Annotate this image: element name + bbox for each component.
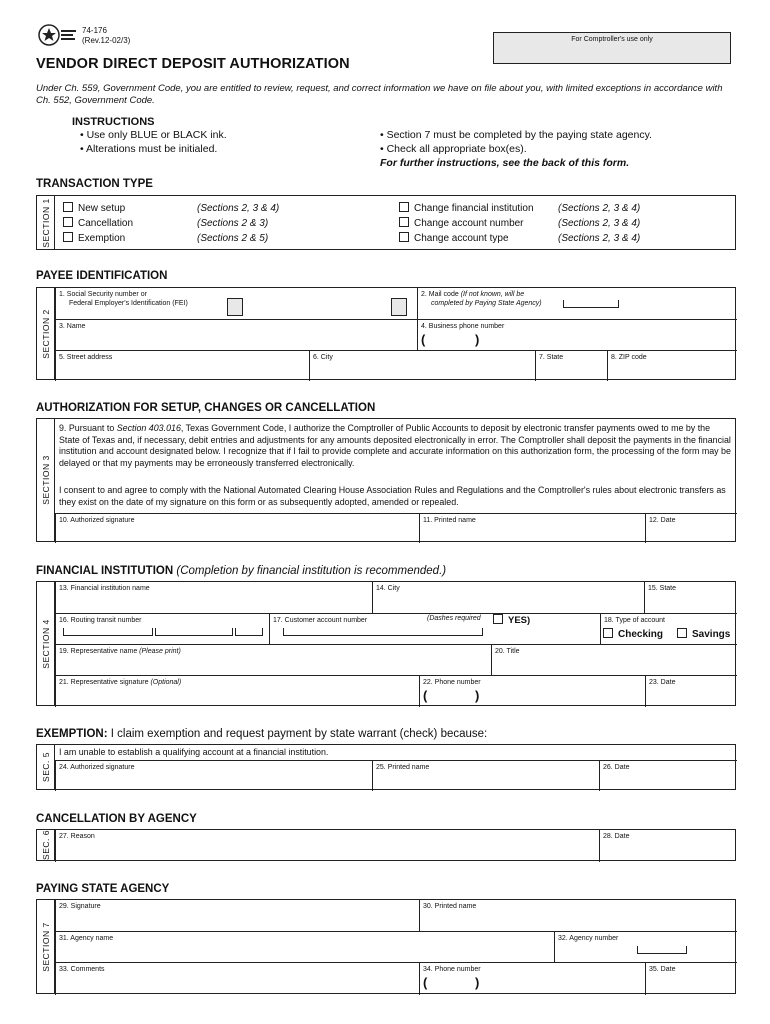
rep-signature-label: 21. Representative signature bbox=[59, 679, 149, 686]
fi-phone-area-close: ) bbox=[475, 688, 480, 703]
para1-start: 9. Pursuant to bbox=[59, 423, 115, 433]
business-phone-field[interactable] bbox=[417, 319, 737, 350]
section4-heading-text: FINANCIAL INSTITUTION bbox=[36, 565, 174, 577]
option-cancellation[interactable] bbox=[63, 217, 133, 231]
section3-tab-label: SECTION 3 bbox=[40, 455, 51, 505]
section7-paying-agency bbox=[36, 899, 736, 994]
account-number-label: 17. Customer account number bbox=[273, 617, 368, 624]
change-account-number-label: Change account number bbox=[414, 218, 524, 229]
mail-code-entry[interactable] bbox=[563, 300, 619, 308]
form-revision: (Rev.12-02/3) bbox=[82, 36, 131, 45]
exemption-heading-text: I claim exemption and request payment by state warrant (check) because: bbox=[110, 728, 488, 740]
instruction-section7: • Section 7 must be completed by the paying state agency. bbox=[380, 129, 652, 141]
instructions-right bbox=[380, 128, 652, 170]
section6-heading: CANCELLATION BY AGENCY bbox=[36, 813, 197, 825]
section6-cancellation bbox=[36, 829, 736, 861]
authorized-signature-label: 10. Authorized signature bbox=[59, 517, 135, 524]
savings-checkbox[interactable] bbox=[677, 628, 687, 638]
change-institution-checkbox[interactable] bbox=[399, 202, 409, 212]
section7-tab-label: SECTION 7 bbox=[40, 921, 51, 972]
change-account-number-checkbox[interactable] bbox=[399, 217, 409, 227]
section2-tab-label: SECTION 2 bbox=[40, 308, 51, 359]
street-address-field[interactable] bbox=[55, 350, 309, 381]
printed-name-field[interactable] bbox=[419, 513, 645, 543]
section1-tab bbox=[37, 196, 55, 249]
change-institution-sections: (Sections 2, 3 & 4) bbox=[558, 203, 641, 214]
intro-text: Under Ch. 559, Government Code, you are entitled to review, request, and correct information we have on file about you, with limited exceptions in accordance with Ch. 552, Government Code. bbox=[36, 83, 723, 106]
dashes-required bbox=[427, 615, 481, 622]
account-number-entry[interactable] bbox=[283, 628, 483, 636]
rep-signature-field[interactable] bbox=[55, 675, 419, 707]
agency-date-field[interactable] bbox=[645, 962, 737, 995]
section6-tab bbox=[37, 830, 55, 860]
routing-entry-3[interactable] bbox=[235, 628, 263, 636]
agency-phone-field[interactable] bbox=[419, 962, 645, 995]
fi-city-field[interactable] bbox=[372, 582, 644, 613]
exemption-sections: (Sections 2 & 5) bbox=[197, 233, 269, 244]
zip-label: 8. ZIP code bbox=[611, 354, 647, 361]
option-change-institution[interactable] bbox=[399, 202, 534, 216]
ssn-check-box-1 bbox=[227, 298, 243, 316]
option-change-account-number[interactable] bbox=[399, 217, 524, 231]
fi-date-label: 23. Date bbox=[649, 679, 676, 686]
agency-name-label: 31. Agency name bbox=[59, 935, 114, 942]
section4-tab bbox=[37, 582, 55, 705]
mail-code-note-2: completed by Paying State Agency) bbox=[431, 300, 542, 307]
section2-payee-identification bbox=[36, 287, 736, 380]
option-new-setup[interactable] bbox=[63, 202, 125, 216]
exemption-printed-name-label: 25. Printed name bbox=[376, 764, 430, 771]
business-phone-label: 4. Business phone number bbox=[421, 323, 505, 330]
option-exemption[interactable] bbox=[63, 232, 125, 246]
section4-heading-note: (Completion by financial institution is recommended.) bbox=[176, 565, 447, 577]
change-account-type-sections: (Sections 2, 3 & 4) bbox=[558, 233, 641, 244]
rep-signature-note: (Optional) bbox=[150, 679, 182, 686]
instruction-further: For further instructions, see the back of this form. bbox=[380, 157, 630, 169]
section6-tab-label: SEC. 6 bbox=[40, 830, 51, 860]
mail-code-label: 2. Mail code bbox=[421, 291, 459, 298]
fi-state-label: 15. State bbox=[648, 585, 677, 592]
comptroller-use-label: For Comptroller's use only bbox=[571, 36, 653, 43]
city-field[interactable] bbox=[309, 350, 535, 381]
option-change-account-type[interactable] bbox=[399, 232, 509, 246]
new-setup-checkbox[interactable] bbox=[63, 202, 73, 212]
cancellation-sections: (Sections 2 & 3) bbox=[197, 218, 269, 229]
reason-field[interactable] bbox=[55, 830, 599, 862]
agency-printed-name-label: 30. Printed name bbox=[423, 903, 477, 910]
instructions-left bbox=[80, 128, 227, 156]
section1-tab-label: SECTION 1 bbox=[40, 197, 51, 248]
rep-name-field[interactable] bbox=[55, 644, 491, 675]
ssn-check-box-2 bbox=[391, 298, 407, 316]
agency-signature-field[interactable] bbox=[55, 900, 419, 931]
fi-date-field[interactable] bbox=[645, 675, 737, 707]
comments-label: 33. Comments bbox=[59, 966, 105, 973]
agency-phone-label: 34. Phone number bbox=[423, 966, 481, 973]
street-address-label: 5. Street address bbox=[59, 354, 113, 361]
zip-field[interactable] bbox=[607, 350, 737, 381]
section2-heading: PAYEE IDENTIFICATION bbox=[36, 270, 168, 282]
state-label: 7. State bbox=[539, 354, 564, 361]
rep-title-label: 20. Title bbox=[495, 648, 520, 655]
routing-entry-2[interactable] bbox=[155, 628, 233, 636]
authorization-paragraph bbox=[59, 423, 731, 469]
rep-name-label: 19. Representative name bbox=[59, 648, 138, 655]
section5-heading bbox=[36, 728, 487, 740]
para1-body: , Texas Government Code, I authorize the Comptroller of Public Accounts to deposit by electronic transfer payments owed to me by the State of Texas and, if necessary, debit entries and adjustments for any amounts deposited electronically in error. The Comptroller shall deposit the payments in the financial institution and account designated below. I recognize that if I fail to provide complete and accurate information on this authorization form, the processing of the form may be delayed or that my payments may be erroneously transferred electronically. bbox=[59, 423, 731, 468]
change-institution-label: Change financial institution bbox=[414, 203, 534, 214]
form-number bbox=[82, 26, 130, 46]
section4-heading bbox=[36, 565, 446, 577]
fi-state-field[interactable] bbox=[644, 582, 737, 613]
agency-signature-label: 29. Signature bbox=[59, 903, 101, 910]
date-field[interactable] bbox=[645, 513, 737, 543]
reason-label: 27. Reason bbox=[59, 833, 95, 840]
dashes-yes-label: YES) bbox=[508, 615, 531, 626]
rep-title-field[interactable] bbox=[491, 644, 737, 675]
section3-tab bbox=[37, 419, 55, 541]
phone-area-open: ( bbox=[421, 332, 426, 347]
fi-city-label: 14. City bbox=[376, 585, 400, 592]
fi-phone-area-open: ( bbox=[423, 688, 428, 703]
texas-seal-logo bbox=[38, 24, 78, 46]
page-title: VENDOR DIRECT DEPOSIT AUTHORIZATION bbox=[36, 56, 350, 72]
agency-number-entry[interactable] bbox=[637, 946, 687, 954]
cancellation-date-field[interactable] bbox=[599, 830, 737, 862]
new-setup-sections: (Sections 2, 3 & 4) bbox=[197, 203, 280, 214]
fi-phone-field[interactable] bbox=[419, 675, 645, 707]
dashes-yes-checkbox[interactable] bbox=[493, 614, 503, 624]
phone-area-close: ) bbox=[475, 332, 480, 347]
section5-exemption bbox=[36, 744, 736, 790]
instructions-heading: INSTRUCTIONS bbox=[72, 116, 155, 128]
section4-financial-institution bbox=[36, 581, 736, 706]
instruction-alterations: • Alterations must be initialed. bbox=[80, 143, 218, 155]
comments-field[interactable] bbox=[55, 962, 419, 995]
para1-citation: Section 403.016 bbox=[116, 423, 181, 433]
exemption-heading-bold: EXEMPTION: bbox=[36, 728, 108, 740]
mail-code-note-1: (If not known, will be bbox=[460, 291, 525, 298]
account-type-label: 18. Type of account bbox=[604, 617, 665, 624]
savings-label: Savings bbox=[692, 629, 731, 640]
change-account-type-checkbox[interactable] bbox=[399, 232, 409, 242]
agency-phone-area-close: ) bbox=[475, 975, 480, 990]
comptroller-use-box bbox=[493, 32, 731, 64]
exemption-signature-label: 24. Authorized signature bbox=[59, 764, 135, 771]
exemption-date-label: 26. Date bbox=[603, 764, 630, 771]
routing-entry-1[interactable] bbox=[63, 628, 153, 636]
exemption-printed-name-field[interactable] bbox=[372, 760, 599, 791]
section5-tab bbox=[37, 745, 55, 789]
form-id: 74-176 bbox=[82, 26, 107, 35]
section1-heading: TRANSACTION TYPE bbox=[36, 178, 153, 190]
instruction-check-boxes: • Check all appropriate box(es). bbox=[380, 143, 527, 155]
cancellation-date-label: 28. Date bbox=[603, 833, 630, 840]
section7-heading: PAYING STATE AGENCY bbox=[36, 883, 170, 895]
date-label: 12. Date bbox=[649, 517, 676, 524]
agency-date-label: 35. Date bbox=[649, 966, 676, 973]
exemption-label: Exemption bbox=[78, 233, 126, 244]
section3-authorization bbox=[36, 418, 736, 542]
section4-tab-label: SECTION 4 bbox=[40, 618, 51, 669]
agency-printed-name-field[interactable] bbox=[419, 900, 737, 931]
fi-phone-label: 22. Phone number bbox=[423, 679, 481, 686]
agency-number-label: 32. Agency number bbox=[558, 935, 619, 942]
name-label: 3. Name bbox=[59, 323, 86, 330]
checking-label: Checking bbox=[618, 629, 664, 640]
dashes-label: (Dashes required bbox=[427, 615, 481, 622]
section1-transaction-type bbox=[36, 195, 736, 250]
printed-name-label: 11. Printed name bbox=[423, 517, 476, 524]
ssn-label: 1. Social Security number or bbox=[59, 291, 147, 298]
section3-heading: AUTHORIZATION FOR SETUP, CHANGES OR CANCELLATION bbox=[36, 402, 376, 414]
section2-tab bbox=[37, 288, 55, 379]
name-field[interactable] bbox=[55, 319, 417, 350]
exemption-date-field[interactable] bbox=[599, 760, 737, 791]
authorized-signature-field[interactable] bbox=[55, 513, 419, 543]
exemption-statement: I am unable to establish a qualifying account at a financial institution. bbox=[59, 747, 329, 757]
cancellation-label: Cancellation bbox=[78, 218, 134, 229]
new-setup-label: New setup bbox=[78, 203, 126, 214]
dashes-yes-option[interactable] bbox=[493, 614, 530, 626]
consent-paragraph: I consent to and agree to comply with the National Automated Clearing House Association Rules and Regulations and the Comptroller's rules about electronic transfers as they exist on the date of my signature on this form or as subsequently adopted, amended or repealed. bbox=[59, 485, 726, 507]
state-field[interactable] bbox=[535, 350, 607, 381]
change-account-type-label: Change account type bbox=[414, 233, 509, 244]
city-label: 6. City bbox=[313, 354, 333, 361]
fi-name-label: 13. Financial institution name bbox=[59, 585, 150, 592]
change-account-number-sections: (Sections 2, 3 & 4) bbox=[558, 218, 641, 229]
routing-number-label: 16. Routing transit number bbox=[59, 617, 142, 624]
section5-tab-label: SEC. 5 bbox=[40, 752, 51, 782]
agency-phone-area-open: ( bbox=[423, 975, 428, 990]
rep-name-note: (Please print) bbox=[139, 648, 181, 655]
cancellation-checkbox[interactable] bbox=[63, 217, 73, 227]
fei-label: Federal Employer's Identification (FEI) bbox=[69, 300, 188, 307]
checking-checkbox[interactable] bbox=[603, 628, 613, 638]
instruction-ink: • Use only BLUE or BLACK ink. bbox=[80, 129, 227, 141]
checking-option[interactable] bbox=[603, 628, 663, 640]
exemption-checkbox[interactable] bbox=[63, 232, 73, 242]
exemption-signature-field[interactable] bbox=[55, 760, 372, 791]
agency-name-field[interactable] bbox=[55, 931, 554, 962]
fi-name-field[interactable] bbox=[55, 582, 372, 613]
section7-tab bbox=[37, 900, 55, 993]
savings-option[interactable] bbox=[677, 628, 730, 640]
